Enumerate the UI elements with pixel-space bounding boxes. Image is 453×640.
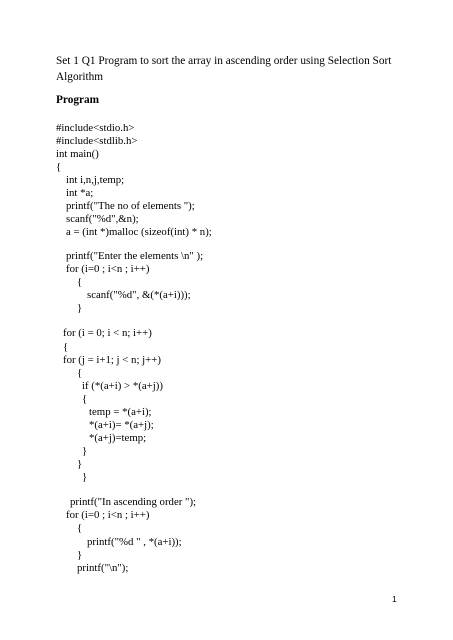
code-line: scanf("%d", &(*(a+i))); [87, 289, 191, 301]
code-line: #include<stdlib.h> [56, 135, 138, 147]
code-line: { [77, 276, 83, 288]
code-line: printf("\n"); [77, 562, 129, 574]
code-line: } [82, 471, 88, 483]
section-heading: Program [56, 94, 100, 106]
code-line: for (i = 0; i < n; i++) [63, 327, 152, 339]
code-line: for (i=0 ; i<n ; i++) [66, 509, 150, 521]
code-line: a = (int *)malloc (sizeof(int) * n); [66, 226, 212, 238]
code-line: for (i=0 ; i<n ; i++) [66, 263, 150, 275]
code-line: { [63, 341, 69, 353]
code-line: printf("Enter the elements \n" ); [66, 250, 204, 262]
code-line: { [82, 393, 88, 405]
code-line: temp = *(a+i); [89, 406, 152, 418]
code-line: } [77, 458, 83, 470]
code-line: int i,n,j,temp; [66, 174, 125, 186]
code-line: int main() [56, 148, 99, 160]
code-line: printf("The no of elements "); [66, 200, 195, 212]
code-line: printf("In ascending order "); [70, 496, 197, 508]
code-line: #include<stdio.h> [56, 122, 135, 134]
code-line: *(a+i)= *(a+j); [89, 419, 154, 431]
code-line: { [77, 367, 83, 379]
code-line: if (*(a+i) > *(a+j)) [82, 380, 163, 392]
code-line: printf("%d " , *(a+i)); [87, 536, 182, 548]
code-line: scanf("%d",&n); [66, 213, 139, 225]
code-line: } [77, 302, 83, 314]
document-title: Set 1 Q1 Program to sort the array in ascending order using Selection Sort Algorithm [56, 55, 392, 83]
code-line: for (j = i+1; j < n; j++) [63, 354, 161, 366]
code-line: { [77, 522, 83, 534]
code-line: int *a; [66, 187, 94, 199]
code-line: } [82, 445, 88, 457]
code-line: } [77, 549, 83, 561]
page-number: 1 [392, 594, 397, 604]
code-line: *(a+j)=temp; [89, 432, 147, 444]
code-line: { [56, 161, 62, 173]
